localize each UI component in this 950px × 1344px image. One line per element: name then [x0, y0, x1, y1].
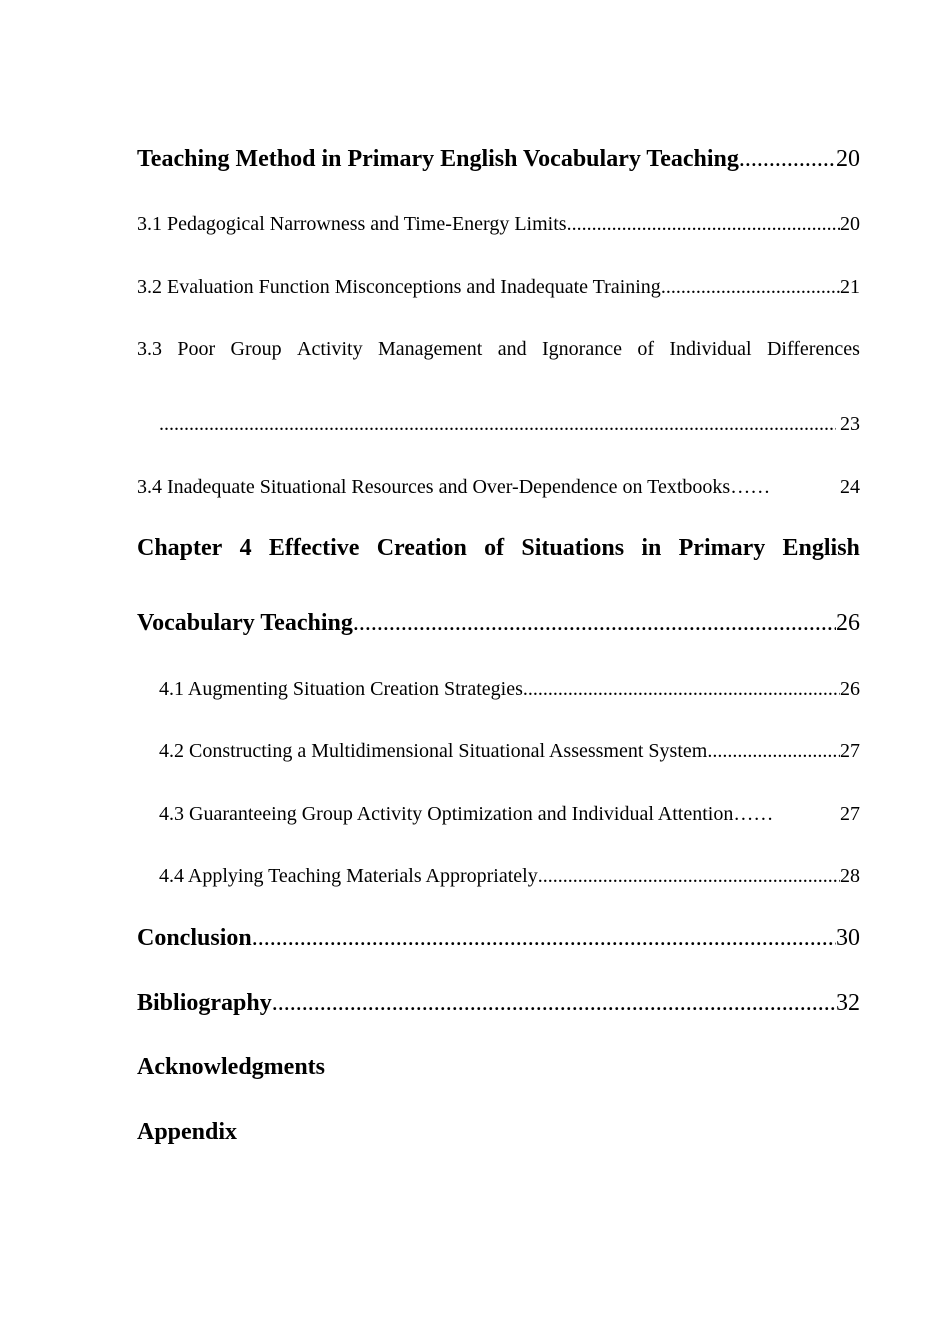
ellipsis-leader: …… — [730, 476, 771, 498]
dot-leader — [707, 740, 840, 763]
toc-entry-page: 20 — [840, 213, 860, 235]
toc-entry-acknowledgments[interactable]: Acknowledgments — [137, 1054, 326, 1080]
toc-entry-page: 28 — [840, 865, 860, 887]
dot-leader — [523, 678, 840, 701]
toc-entry-title: 4.4 Applying Teaching Materials Appropriately — [159, 865, 538, 887]
toc-entry-page: 26 — [840, 678, 860, 700]
toc-word: Creation — [376, 535, 467, 561]
toc-entry-page: 26 — [836, 610, 860, 636]
toc-entry[interactable] — [137, 476, 860, 499]
toc-entry[interactable] — [137, 276, 860, 299]
dot-leader — [538, 865, 840, 888]
toc-word: Effective — [268, 535, 360, 561]
toc-word: Ignorance — [542, 338, 622, 360]
toc-word: Management — [377, 338, 483, 360]
toc-word: English — [782, 535, 860, 561]
toc-entry[interactable] — [137, 925, 860, 952]
toc-entry-page: 27 — [840, 803, 860, 825]
dot-leader — [567, 213, 840, 236]
toc-word: of — [637, 338, 654, 360]
toc-entry-page: 30 — [836, 925, 860, 951]
toc-word: of — [484, 535, 505, 561]
toc-entry-title: 3.1 Pedagogical Narrowness and Time-Energy Limits — [137, 213, 567, 235]
dot-leader — [661, 276, 840, 299]
toc-word: in — [641, 535, 662, 561]
toc-entry[interactable] — [159, 740, 860, 763]
toc-word: Poor — [177, 338, 216, 360]
toc-entry-title: Conclusion — [137, 925, 252, 951]
toc-entry[interactable] — [137, 146, 860, 173]
toc-word: Chapter — [137, 535, 223, 561]
toc-entry-page: 24 — [840, 476, 860, 498]
toc-entry[interactable] — [159, 865, 860, 888]
ellipsis-leader: …… — [733, 803, 774, 825]
toc-entry-title: 4.3 Guaranteeing Group Activity Optimization and Individual Attention — [159, 803, 734, 825]
toc-word: Primary — [678, 535, 766, 561]
toc-entry-page: 21 — [840, 276, 860, 298]
toc-entry-page: 20 — [836, 146, 860, 172]
toc-entry-title: Teaching Method in Primary English Vocabulary Teaching — [137, 146, 739, 172]
toc-entry-title: 4.1 Augmenting Situation Creation Strategies — [159, 678, 523, 700]
toc-entry[interactable] — [137, 213, 860, 236]
toc-entry-title: Bibliography — [137, 990, 272, 1016]
toc-entry-continuation[interactable] — [159, 413, 860, 436]
toc-word: Activity — [297, 338, 363, 360]
dot-leader — [739, 146, 836, 173]
toc-word: and — [497, 338, 527, 360]
toc-entry[interactable] — [159, 678, 860, 701]
toc-entry[interactable] — [137, 990, 860, 1017]
toc-entry-continuation[interactable] — [137, 610, 860, 637]
toc-word: Differences — [766, 338, 860, 360]
toc-entry-page: 32 — [836, 990, 860, 1016]
toc-entry-title-line[interactable] — [137, 338, 860, 361]
toc-entry-title: 4.2 Constructing a Multidimensional Situational Assessment System — [159, 740, 708, 762]
toc-word: 4 — [239, 535, 252, 561]
dot-leader — [353, 610, 836, 637]
toc-word: 3.3 — [137, 338, 162, 360]
toc-word: Individual — [669, 338, 752, 360]
toc-entry[interactable] — [159, 803, 860, 826]
toc-entry-title: 3.4 Inadequate Situational Resources and Over-Dependence on Textbooks — [137, 476, 731, 498]
toc-entry-appendix[interactable]: Appendix — [137, 1119, 238, 1145]
toc-chapter-title-line[interactable] — [137, 535, 860, 562]
toc-entry-page: 27 — [840, 740, 860, 762]
dot-leader — [272, 990, 836, 1017]
dot-leader — [252, 925, 836, 952]
toc-word: Group — [230, 338, 282, 360]
toc-entry-title: 3.2 Evaluation Function Misconceptions and Inadequate Training — [137, 276, 661, 298]
toc-word: Situations — [521, 535, 625, 561]
dot-leader — [159, 413, 836, 436]
toc-entry-title: Vocabulary Teaching — [137, 610, 353, 636]
toc-entry-page: 23 — [840, 413, 860, 435]
